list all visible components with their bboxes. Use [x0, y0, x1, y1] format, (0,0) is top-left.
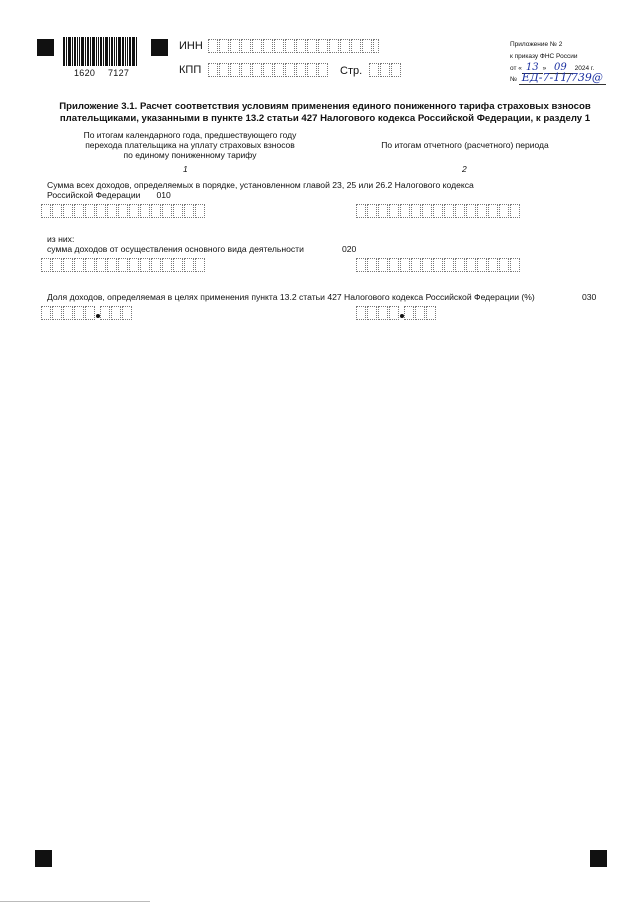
title-line1: Приложение 3.1. Расчет соответствия условиям применения единого пониженного тарифа страховых взносов — [59, 101, 591, 112]
row-010-line1: Сумма всех доходов, определяемых в порядке, установленном главой 23, 25 или 26.2 Налогового кодекса — [47, 180, 474, 190]
row-020-code: 020 — [342, 244, 357, 254]
date-prefix: от « — [510, 65, 522, 72]
kpp-field[interactable] — [208, 63, 329, 77]
date-sep: » — [542, 65, 547, 72]
appendix-note-line1: Приложение № 2 — [510, 41, 563, 48]
row-030-code: 030 — [582, 292, 597, 302]
kpp-label: КПП — [179, 64, 202, 76]
date-month: 09 — [548, 62, 573, 74]
row-010-col1-field[interactable] — [41, 204, 206, 218]
row-010-col2-field[interactable] — [356, 204, 521, 218]
col1-line1: По итогам календарного года, предшествующего году — [83, 130, 297, 140]
corner-marker-top-left — [37, 39, 54, 56]
row-010-label — [47, 180, 567, 200]
row-030-col1-field[interactable] — [41, 306, 133, 320]
column-2-header: По итогам отчетного (расчетного) периода — [381, 140, 549, 150]
col1-line2: перехода плательщика на уплату страховых взносов — [85, 140, 295, 150]
column-1-header — [60, 130, 320, 160]
barcode — [63, 37, 141, 66]
col1-line3: по единому пониженному тарифу — [123, 150, 257, 160]
row-020-prefix: из них: — [47, 234, 75, 244]
form-title — [40, 101, 610, 125]
inn-label: ИНН — [179, 40, 203, 52]
date-day: 13 — [522, 62, 543, 74]
barcode-number-right: 7127 — [108, 68, 130, 78]
inn-field[interactable] — [208, 39, 380, 53]
row-010-line2-text: Российской Федерации — [47, 190, 141, 200]
number-prefix: № — [510, 76, 517, 83]
page-label: Стр. — [340, 65, 363, 77]
page-number-field[interactable] — [369, 63, 402, 77]
row-020-col2-field[interactable] — [356, 258, 521, 272]
number-value: ЕД-7-11/739@ — [519, 71, 606, 85]
corner-marker-bottom-right — [590, 850, 607, 867]
barcode-number-left: 1620 — [74, 68, 96, 78]
date-year: 2024 г. — [574, 65, 595, 72]
row-020-label: сумма доходов от осуществления основного вида деятельности — [47, 244, 304, 254]
title-line2: плательщиками, указанными в пункте 13.2 статьи 427 Налогового кодекса Российской Федерации, к разделу 1 — [59, 113, 591, 124]
row-020-col1-field[interactable] — [41, 258, 206, 272]
row-030-label: Доля доходов, определяемая в целях применения пункта 13.2 статьи 427 Налогового кодекса Российской Федерации (%) — [47, 292, 535, 302]
column-2-number: 2 — [462, 164, 467, 174]
decimal-point — [400, 314, 404, 318]
appendix-note-line2: к приказу ФНС России — [510, 53, 578, 60]
row-010-code: 010 — [156, 190, 171, 200]
row-030-col2-field[interactable] — [356, 306, 437, 320]
corner-marker-bottom-left — [35, 850, 52, 867]
corner-marker-top-mid — [151, 39, 168, 56]
bottom-edge-line — [0, 901, 150, 902]
row-010-line2 — [47, 190, 567, 200]
decimal-point — [96, 314, 100, 318]
column-1-number: 1 — [183, 164, 188, 174]
appendix-note-number — [510, 71, 606, 84]
